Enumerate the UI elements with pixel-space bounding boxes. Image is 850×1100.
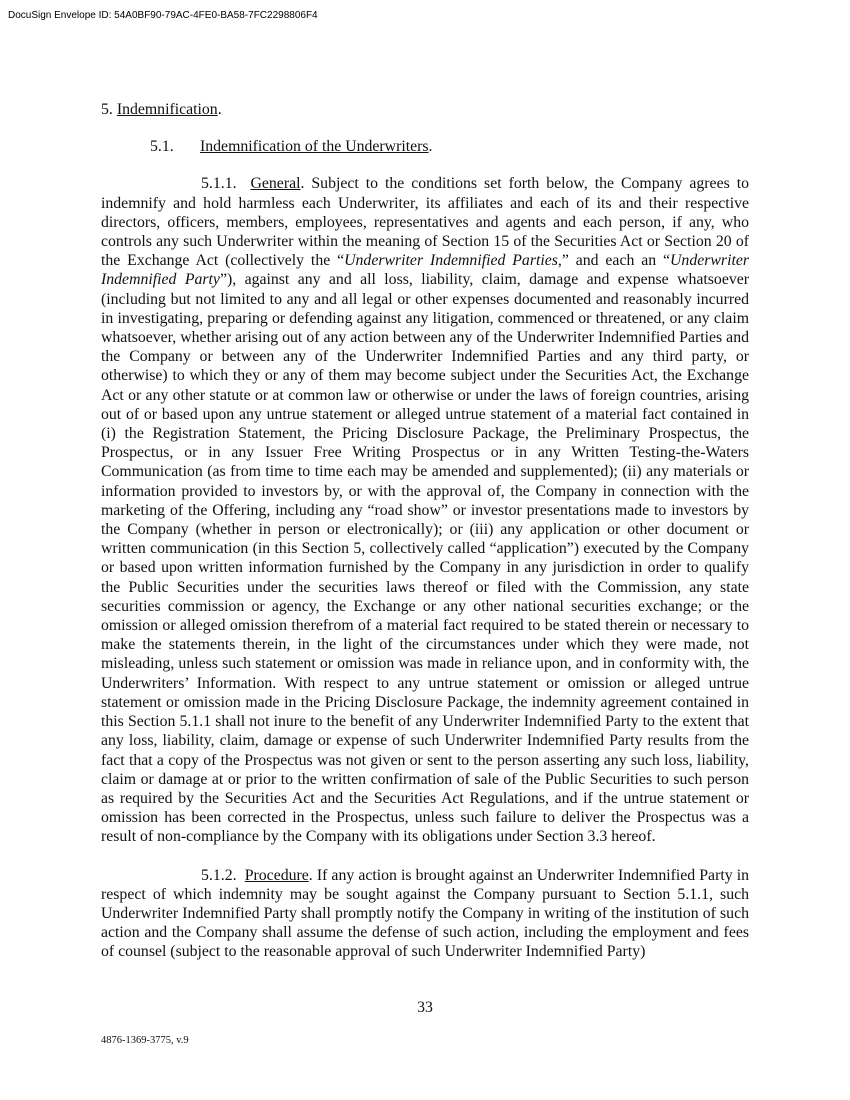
subsection-number: 5.1. [150, 138, 174, 156]
page-number: 33 [417, 999, 433, 1016]
paragraph-general [101, 174, 749, 846]
paragraph-number: 5.1.2. [201, 866, 237, 884]
paragraph-heading: General [250, 175, 301, 193]
section-title: Indemnification [116, 101, 218, 118]
paragraph-heading: Procedure [244, 866, 309, 884]
paragraph-procedure [101, 866, 749, 962]
section-number: 5. [101, 101, 113, 118]
paragraph-text: ,” and each an “ [557, 252, 671, 270]
section-heading [101, 100, 749, 119]
subsection-title-suffix: . [428, 138, 433, 156]
paragraph-text: ”), against any and all loss, liability, claim, damage and expense whatsoever (including but not limited to any and all legal or other expenses documented and reasonably incurred in investigating, preparing or defending against any litigation, commenced or threatened, or any claim whatsoever, whether arising out of any action between any of the Underwriter Indemnified Parties and the Company or between any of the Underwriter Indemnified Parties and any third party, or otherwise) to which they or any of them may become subject under the Securities Act, the Exchange Act or any other statute or at common law or otherwise or under the laws of foreign countries, arising out of or based upon any untrue statement or alleged untrue statement of a material fact contained in (i) the Registration Statement, the Pricing Disclosure Package, the Preliminary Prospectus, the Prospectus, or in any Issuer Free Writing Prospectus or in any Written Testing-the-Waters Communication (as from time to time each may be amended and supplemented); (ii) any materials or information provided to investors by, or with the approval of, the Company in connection with the marketing of the Offering, including any “road show” or investor presentations made to investors by the Company (whether in person or electronically); or (iii) any application or other document or written communication (in this Section 5, collectively called “application”) executed by the Company or based upon written information furnished by the Company in any jurisdiction in order to qualify the Public Securities under the securities laws thereof or filed with the Commission, any state securities commission or agency, the Exchange or any other national securities exchange; or the omission or alleged omission therefrom of a material fact required to be stated therein or necessary to make the statements therein, in the light of the circumstances under which they were made, not misleading, unless such statement or omission was made in reliance upon, and in conformity with, the Underwriters’ Information. With respect to any untrue statement or omission or alleged untrue statement or omission made in the Pricing Disclosure Package, the indemnity agreement contained in this Section 5.1.1 shall not inure to the benefit of any Underwriter Indemnified Party to the extent that any loss, liability, claim, damage or expense of such Underwriter Indemnified Party results from the fact that a copy of the Prospectus was not given or sent to the person asserting any such loss, liability, claim or damage at or prior to the written confirmation of sale of the Public Securities to such person as required by the Securities Act and the Securities Act Regulations, and if the untrue statement or omission has been corrected in the Prospectus, unless such failure to deliver the Prospectus was a result of non-compliance by the Company with its obligations under Section 3.3 hereof. [101, 271, 750, 846]
defined-term: Underwriter Indemnified Party [101, 252, 750, 289]
defined-term: Underwriter Indemnified Parties [344, 252, 558, 270]
section-title-suffix: . [217, 101, 222, 118]
docusign-envelope-id: DocuSign Envelope ID: 54A0BF90-79AC-4FE0-BA58-7FC2298806F4 [8, 10, 318, 21]
document-body [101, 100, 749, 981]
subsection-heading [101, 137, 749, 156]
subsection-title: Indemnification of the Underwriters [200, 138, 429, 156]
document-id: 4876-1369-3775, v.9 [101, 1035, 189, 1046]
paragraph-number: 5.1.1. [201, 175, 237, 193]
paragraph-text: . Subject to the conditions set forth below, the Company agrees to indemnify and hold harmless each Underwriter, its affiliates and each of its and their respective directors, officers, members, employees, representatives and agents and each person, if any, who controls any such Underwriter within the meaning of Section 15 of the Securities Act or Section 20 of the Exchange Act (collectively the “ [101, 175, 749, 270]
paragraph-text: . If any action is brought against an Underwriter Indemnified Party in respect of which indemnity may be sought against the Company pursuant to Section 5.1.1, such Underwriter Indemnified Party shall promptly notify the Company in writing of the institution of such action and the Company shall assume the defense of such action, including the employment and fees of counsel (subject to the reasonable approval of such Underwriter Indemnified Party) [101, 866, 749, 961]
